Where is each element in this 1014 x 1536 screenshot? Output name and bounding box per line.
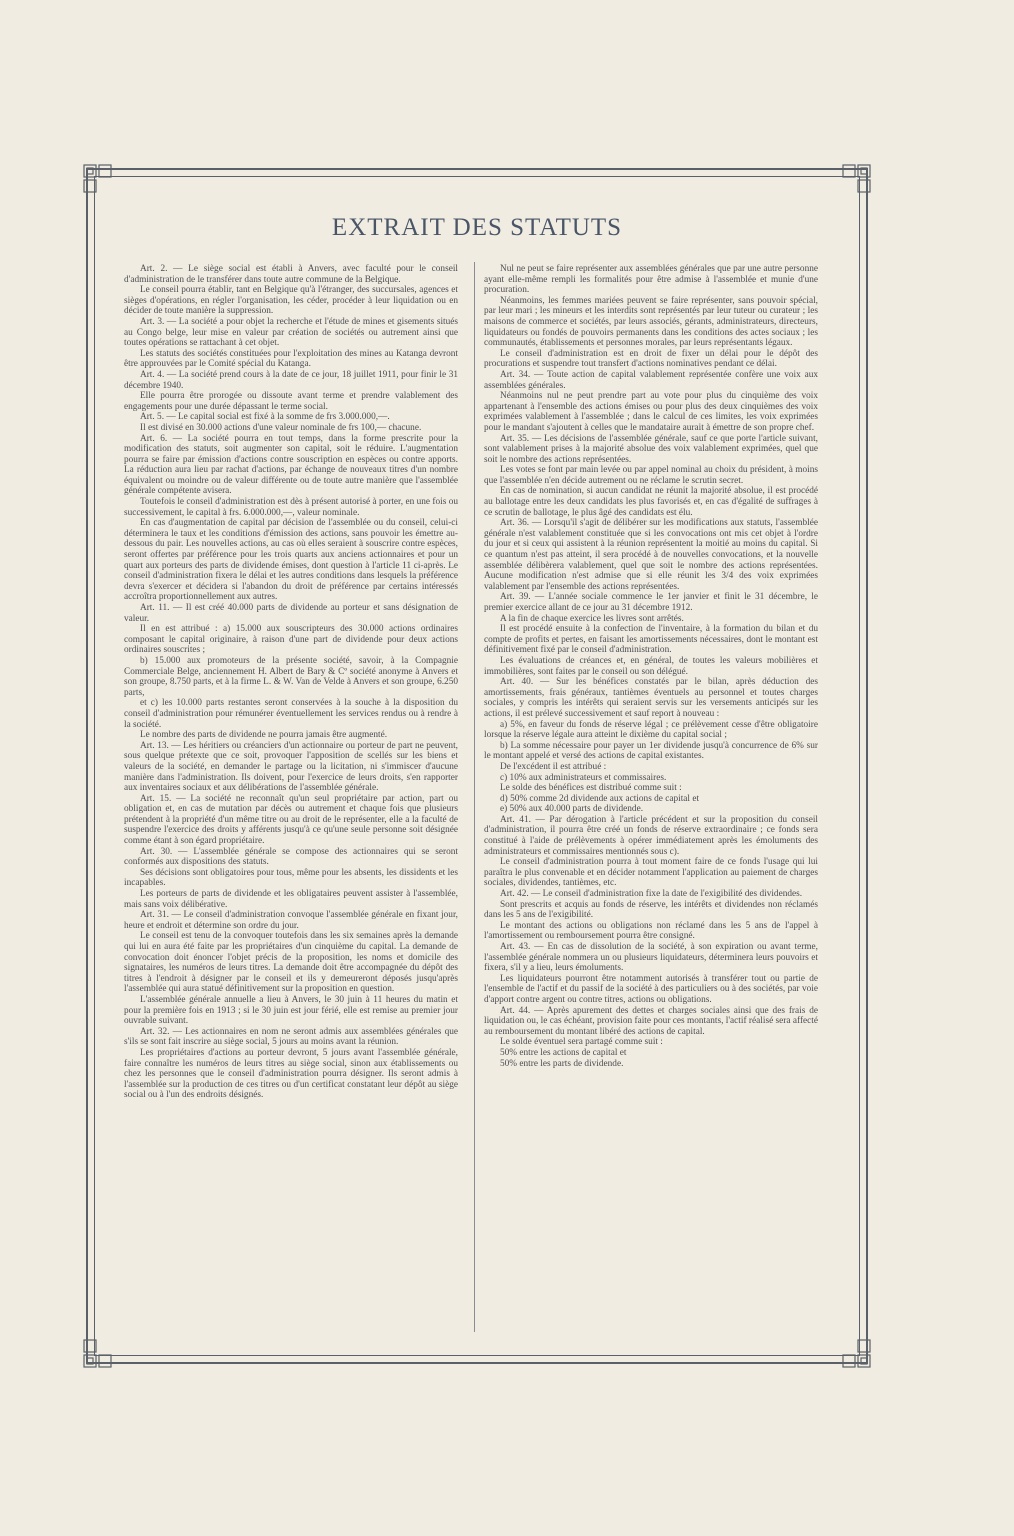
paragraph: et c) les 10.000 parts restantes seront conservées à la souche à la disposition du conseil d'administration pour rémunérer éventuellement les services rendus ou à rendre à la société. xyxy=(124,698,458,730)
paragraph: Le nombre des parts de dividende ne pourra jamais être augmenté. xyxy=(140,730,388,741)
paragraph: Art. 5. — Le capital social est fixé à la somme de frs 3.000.000,—. xyxy=(140,412,390,423)
paragraph: Les porteurs de parts de dividende et les obligataires peuvent assister à l'assemblée, mais sans voix délibérative. xyxy=(124,889,458,910)
paragraph: Toutefois le conseil d'administration est dès à présent autorisé à porter, en une fois ou successivement, le capital à frs. 6.000.000,—, valeur nominale. xyxy=(124,497,458,518)
corner-ornament-top-right xyxy=(841,164,871,194)
paragraph: Art. 15. — La société ne reconnaît qu'un seul propriétaire par action, part ou obligation et, en cas de mutation par décès ou autrement et chaque fois que plusieurs prétendent à la propriété d'un même titre ou au droit de le représenter, elle a la faculté de suspendre l'exercice des droits y afférents jusqu'à ce qu'une seule personne soit désignée comme étant à son égard propriétaire. xyxy=(124,793,458,847)
paragraph: En cas de nomination, si aucun candidat ne réunit la majorité absolue, il est procédé au ballotage entre les deux candidats les plus favorisés et, en cas d'égalité de suffrages à ce scrutin de ballotage, le plus âgé des candidats est élu. xyxy=(484,486,818,518)
paragraph: Art. 13. — Les héritiers ou créanciers d'un actionnaire ou porteur de part ne peuvent, sous quelque prétexte que ce soit, provoquer l'apposition de scellés sur les biens et valeurs de la société, en demander le partage ou la licitation, ni s'immiscer d'aucune manière dans l'administration. Ils doivent, pour l'exercice de leurs droits, s'en rapporter aux inventaires sociaux et aux délibérations de l'assemblée générale. xyxy=(124,740,458,794)
paragraph: Art. 3. — La société a pour objet la recherche et l'étude de mines et gisements situés au Congo belge, leur mise en valeur par création de sociétés ou autrement ainsi que toutes opérations se rattachant à cet objet. xyxy=(124,316,458,349)
paragraph: a) 5%, en faveur du fonds de réserve légal ; ce prélèvement cesse d'être obligatoire lorsque la réserve légale aura atteint le dixième du capital social ; xyxy=(484,719,818,741)
paragraph: Art. 41. — Par dérogation à l'article précédent et sur la proposition du conseil d'administration, il pourra être créé un fonds de réserve extraordinaire ; ce fonds sera constitué à l'aide de prélèvements à opérer immédiatement après les émoluments des administrateurs et commissaires mentionnés sous c). xyxy=(484,814,818,857)
paragraph: Art. 42. — Le conseil d'administration fixe la date de l'exigibilité des dividendes. xyxy=(500,889,803,900)
paragraph: Néanmoins, les femmes mariées peuvent se faire représenter, sans pouvoir spécial, par leur mari ; les mineurs et les interdits sont représentés par leur tuteur ou curateur ; les maisons de commerce et sociétés, par leurs associés, gérants, administrateurs, directeurs, liquidateurs ou fondés de pouvoirs permanents dans les conditions des actes sociaux ; les communautés, établissements et personnes morales, par leurs représentants légaux. xyxy=(484,295,818,349)
paragraph: Il est divisé en 30.000 actions d'une valeur nominale de frs 100,— chacune. xyxy=(140,422,422,433)
paragraph: Sont prescrits et acquis au fonds de réserve, les intérêts et dividendes non réclamés dans les 5 ans de l'exigibilité. xyxy=(484,899,818,921)
paragraph: Art. 40. — Sur les bénéfices constatés par le bilan, après déduction des amortissements, frais généraux, tantièmes éventuels au personnel et toutes charges sociales, y compris les intérêts qui seraient servis sur les versements anticipés sur les actions, il est prélevé successivement et sauf report à nouveau : xyxy=(484,677,818,719)
paragraph: 50% entre les parts de dividende. xyxy=(500,1058,624,1069)
paragraph: b) 15.000 aux promoteurs de la présente société, savoir, à la Compagnie Commerciale Belge, anciennement H. Albert de Bary & Cº société anonyme à Anvers et son groupe, 8.750 parts, et à la firme L. & W. Van de Velde à Anvers et son groupe, 6.250 parts, xyxy=(124,655,458,698)
paragraph: Le conseil est tenu de la convoquer toutefois dans les six semaines après la demande qui lui en aura été faite par les propriétaires d'un cinquième du capital. La demande de convocation doit énoncer l'objet précis de la proposition, les noms et domicile des signataires, les numéros de leurs titres. La demande doit être accompagnée du dépôt des titres à l'endroit à désigner par le conseil et ils y demeureront déposés jusqu'après l'assemblée qui aura statué définitivement sur la proposition en question. xyxy=(124,931,458,995)
corner-ornament-top-left xyxy=(83,164,113,194)
paragraph: Art. 32. — Les actionnaires en nom ne seront admis aux assemblées générales que s'ils se sont fait inscrire au siège social, 5 jours au moins avant la réunion. xyxy=(124,1026,458,1048)
paragraph: Art. 6. — La société pourra en tout temps, dans la forme prescrite pour la modification des statuts, soit augmenter son capital, soit le réduire. L'augmentation pourra se faire par émission d'actions contre souscription en espèces ou contre apports. La réduction aura lieu par rachat d'actions, par échange de nouveaux titres d'un nombre équivalent ou moindre ou de valeur différente ou de toute autre manière que l'assemblée générale compétente avisera. xyxy=(124,433,458,497)
paragraph: b) La somme nécessaire pour payer un 1er dividende jusqu'à concurrence de 6% sur le montant appelé et versé des actions de capital existantes. xyxy=(484,740,818,762)
paragraph: Il est procédé ensuite à la confection de l'inventaire, à la formation du bilan et du compte de profits et pertes, en faisant les amortissements nécessaires, dont le montant est définitivement fixé par le conseil d'administration. xyxy=(484,624,818,656)
paragraph: Les liquidateurs pourront être notamment autorisés à transférer tout ou partie de l'ensemble de l'actif et du passif de la société à des particuliers ou à des sociétés, par voie d'apport contre argent ou contre titres, actions ou obligations. xyxy=(484,973,818,1005)
paragraph: A la fin de chaque exercice les livres sont arrêtés. xyxy=(500,613,684,624)
paragraph: Le montant des actions ou obligations non réclamé dans les 5 ans de l'appel à l'amortissement ou remboursement pourra être consigné. xyxy=(484,920,818,942)
paragraph: Les statuts des sociétés constituées pour l'exploitation des mines au Katanga devront être approuvées par le Comité spécial du Katanga. xyxy=(124,348,458,370)
paragraph: Néanmoins nul ne peut prendre part au vote pour plus du cinquième des voix appartenant à l'ensemble des actions émises ou pour plus des deux cinquièmes des voix exprimées valablement à l'assemblée ; dans le calcul de ces limites, les voix exprimées pour le mandant s'ajoutent à celles que le mandataire aurait à émettre de son propre chef. xyxy=(484,391,818,433)
corner-ornament-bottom-left xyxy=(83,1338,113,1368)
paragraph: c) 10% aux administrateurs et commissaires. xyxy=(500,772,667,783)
paragraph: Le conseil d'administration est en droit de fixer un délai pour le dépôt des procurations et suspendre tout transfert d'actions nominatives pendant ce délai. xyxy=(484,348,818,370)
paragraph: Art. 39. — L'année sociale commence le 1er janvier et finit le 31 décembre, le premier exercice allant de ce jour au 31 décembre 1912. xyxy=(484,592,818,613)
paragraph: Art. 4. — La société prend cours à la date de ce jour, 18 juillet 1911, pour finir le 31 décembre 1940. xyxy=(124,369,458,391)
paragraph: Art. 11. — Il est créé 40.000 parts de dividende au porteur et sans désignation de valeur. xyxy=(124,603,458,624)
paragraph: Les évaluations de créances et, en général, de toutes les valeurs mobilières et immobilières, sont faites par le conseil ou son délégué. xyxy=(484,655,818,677)
paragraph: Il en est attribué : a) 15.000 aux souscripteurs des 30.000 actions ordinaires composant le capital originaire, à raison d'une part de dividende pour deux actions ordinaires souscrites ; xyxy=(124,624,458,656)
paragraph: Le solde des bénéfices est distribué comme suit : xyxy=(500,783,682,794)
paragraph: Nul ne peut se faire représenter aux assemblées générales que par une autre personne ayant elle-même rempli les formalités pour être admise à l'assemblée et munie d'une procuration. xyxy=(484,264,818,296)
paragraph: Elle pourra être prorogée ou dissoute avant terme et prendre valablement des engagements pour une durée dépassant le terme social. xyxy=(124,391,458,412)
paragraph: Art. 2. — Le siège social est établi à Anvers, avec faculté pour le conseil d'administration de le transférer dans toute autre commune de la Belgique. xyxy=(124,264,458,285)
paragraph: Art. 44. — Après apurement des dettes et charges sociales ainsi que des frais de liquidation ou, le cas échéant, provision faite pour ces montants, l'actif réalisé sera affecté au remboursement du montant libéré des actions de capital. xyxy=(484,1005,818,1037)
paragraph: Art. 34. — Toute action de capital valablement représentée confère une voix aux assemblées générales. xyxy=(484,369,818,391)
paragraph: e) 50% aux 40.000 parts de dividende. xyxy=(500,804,644,815)
paragraph: De l'excédent il est attribué : xyxy=(500,761,607,772)
corner-ornament-bottom-right xyxy=(841,1338,871,1368)
document-title: EXTRAIT DES STATUTS xyxy=(331,214,623,241)
paragraph: d) 50% comme 2d dividende aux actions de capital et xyxy=(500,793,700,804)
paragraph: Art. 43. — En cas de dissolution de la société, à son expiration ou avant terme, l'assemblée générale nommera un ou plusieurs liquidateurs, déterminera leurs pouvoirs et fixera, s'il y a lieu, leurs émoluments. xyxy=(484,942,818,974)
paragraph: L'assemblée générale annuelle a lieu à Anvers, le 30 juin à 11 heures du matin et pour la première fois en 1913 ; si le 30 juin est jour férié, elle est remise au premier jour ouvrable suivant. xyxy=(124,994,458,1027)
paragraph: Art. 35. — Les décisions de l'assemblée générale, sauf ce que porte l'article suivant, sont valablement prises à la majorité absolue des voix valablement exprimées, quel que soit le nombre des actions représentées. xyxy=(484,433,818,465)
paragraph: Le solde éventuel sera partagé comme suit : xyxy=(500,1037,663,1048)
right-text-column xyxy=(484,264,818,1326)
column-divider xyxy=(474,262,475,1332)
paragraph: 50% entre les actions de capital et xyxy=(500,1047,627,1058)
paragraph: En cas d'augmentation de capital par décision de l'assemblée ou du conseil, celui-ci déterminera le taux et les conditions d'émission des actions, sans pouvoir les émettre au-dessous du pair. Les nouvelles actions, au cas où elles seraient à souscrire contre espèces, seront offertes par préférence pour les trois quarts aux anciens actionnaires et pour un quart aux porteurs des parts de dividende émises, dont question à l'article 11 ci-après. Le conseil d'administration fixera le délai et les autres conditions dans lesquels la préférence devra s'exercer et décidera si l'abandon du droit de préférence par certains intéressés accroîtra proportionnellement aux autres. xyxy=(124,518,458,603)
paragraph: Ses décisions sont obligatoires pour tous, même pour les absents, les dissidents et les incapables. xyxy=(124,867,458,889)
paragraph: Les propriétaires d'actions au porteur devront, 5 jours avant l'assemblée générale, faire connaître les numéros de leurs titres au siège social, sinon aux établissements ou chez les personnes que le conseil d'administration pourra désigner. Ils seront admis à l'assemblée sur la production de ces titres ou d'un certificat constatant leur dépôt au siège social ou à l'un des endroits désignés. xyxy=(124,1047,458,1101)
paragraph: Art. 36. — Lorsqu'il s'agit de délibérer sur les modifications aux statuts, l'assemblée générale n'est valablement constituée que si les convocations ont mis cet objet à l'ordre du jour et si ceux qui assistent à la réunion représentent la moitié au moins du capital. Si ce quantum n'est pas atteint, il sera procédé à de nouvelles convocations, et la nouvelle assemblée délibèrera valablement, quel que soit le nombre des actions représentées. Aucune modification n'est admise que si elle réunit les 3/4 des voix exprimées valablement par l'ensemble des actions représentées. xyxy=(484,518,818,592)
left-text-column xyxy=(124,264,458,1326)
paragraph: Art. 30. — L'assemblée générale se compose des actionnaires qui se seront conformés aux dispositions des statuts. xyxy=(124,846,458,868)
paragraph: Art. 31. — Le conseil d'administration convoque l'assemblée générale en fixant jour, heure et endroit et détermine son ordre du jour. xyxy=(124,910,458,931)
paragraph: Le conseil d'administration pourra à tout moment faire de ce fonds l'usage qui lui paraîtra le plus convenable et en décider notamment l'application au paiement de charges sociales, dividendes, tantièmes, etc. xyxy=(484,857,818,889)
paragraph: Les votes se font par main levée ou par appel nominal au choix du président, à moins que l'assemblée n'en décide autrement ou ne réclame le scrutin secret. xyxy=(484,465,818,486)
paragraph: Le conseil pourra établir, tant en Belgique qu'à l'étranger, des succursales, agences et sièges d'opérations, en régler l'organisation, les céder, procéder à leur liquidation ou en décider de toute manière la suppression. xyxy=(124,285,458,317)
